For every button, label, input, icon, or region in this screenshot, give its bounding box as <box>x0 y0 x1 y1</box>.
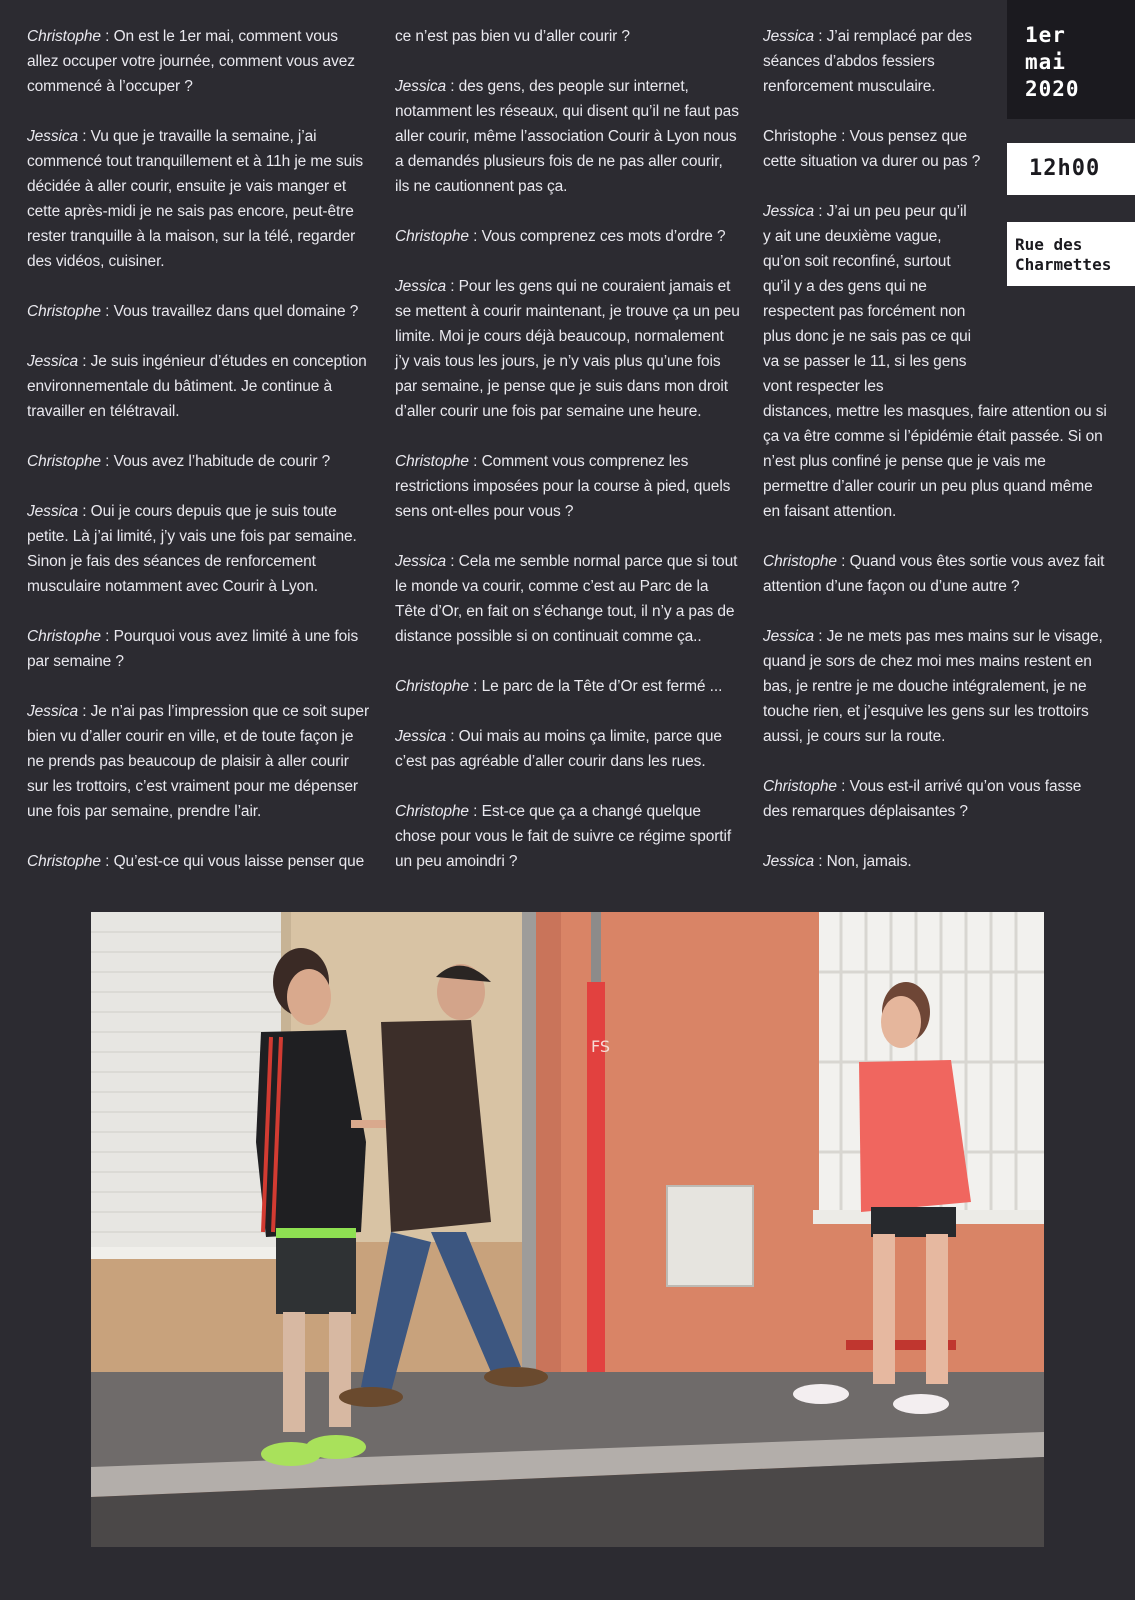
dialogue-line: Jessica : Oui je cours depuis que je suis toute petite. Là j’ai limité, j’y vais une fois par semaine. Sinon je fais des séances de renforcement musculaire notamment avec Courir à Lyon. <box>27 503 357 595</box>
date-tag: 1er mai 2020 <box>1007 0 1135 119</box>
dialogue-line: Christophe : Quand vous êtes sortie vous avez fait attention d’une façon ou d’une autre ? <box>763 553 1105 595</box>
dialogue-line: Jessica : des gens, des people sur internet, notamment les réseaux, qui disent qu’il ne faut pas aller courir, même l’association Courir à Lyon nous a demandés plusieurs fois de ne pas aller courir, ils ne cautionnent pas ça. <box>395 78 739 195</box>
dialogue-line: Jessica : J’ai un peu peur qu’il y ait une deuxième vague, qu’on soit reconfiné, surtout qu’il y a des gens qui ne respectent pas forcément non plus donc je ne sais pas ce qui va se passer le 11, si les gens vont respecter les distances, mettre les masques, faire attention ou si ça va être comme si l’épidémie était passée. Si on n’est plus confiné je pense que je vais me permettre d’aller courir un peu plus quand même en faisant attention. <box>763 203 1107 520</box>
dialogue-line: Christophe : Vous est-il arrivé qu’on vous fasse des remarques déplaisantes ? <box>763 778 1082 820</box>
interview-column-2 <box>395 24 740 899</box>
dialogue-line: Jessica : Vu que je travaille la semaine, j’ai commencé tout tranquillement et à 11h je me suis décidée à aller courir, ensuite je vais manger et cette après-midi je ne sais pas encore, peut-être rester tranquille à la maison, sur la télé, regarder des vidéos, cuisiner. <box>27 128 364 270</box>
dialogue-line: Christophe : Comment vous comprenez les restrictions imposées pour la course à pied, quels sens ont-elles pour vous ? <box>395 453 731 520</box>
dialogue-line: ce n’est pas bien vu d’aller courir ? <box>395 28 630 45</box>
dialogue-line: Jessica : Oui mais au moins ça limite, parce que c’est pas agréable d’aller courir dans les rues. <box>395 728 722 770</box>
dialogue-line: Jessica : J’ai remplacé par des séances d’abdos fessiers renforcement musculaire. <box>763 28 972 95</box>
dialogue-line: Jessica : Non, jamais. <box>763 853 912 870</box>
graffiti-tag: FS <box>591 1037 611 1056</box>
dialogue-line: Christophe : Est-ce que ça a changé quelque chose pour vous le fait de suivre ce régime sportif un peu amoindri ? <box>395 803 732 870</box>
dialogue-line: Christophe : Vous travaillez dans quel domaine ? <box>27 303 359 320</box>
dialogue-line: Christophe : Vous comprenez ces mots d’ordre ? <box>395 228 726 245</box>
time-tag: 12h00 <box>1007 143 1135 195</box>
dialogue-line: Jessica : Je ne mets pas mes mains sur le visage, quand je sors de chez moi mes mains restent en bas, je rentre je me douche intégralement, je ne touche rien, et j’esquive les gens sur les trottoirs aussi, je cours sur la route. <box>763 628 1103 745</box>
place-tag: Rue des Charmettes <box>1007 222 1135 286</box>
dialogue-line: Christophe : Qu’est-ce qui vous laisse penser que <box>27 853 365 870</box>
dialogue-line: Jessica : Je n’ai pas l’impression que ce soit super bien vu d’aller courir en ville, et de toute façon je ne prends pas beaucoup de plaisir à aller courir sur les trottoirs, c’est vraiment pour me dépenser une fois par semaine, prendre l’air. <box>27 703 370 820</box>
interview-column-1 <box>27 24 372 899</box>
dialogue-line: Christophe : Le parc de la Tête d’Or est fermé ... <box>395 678 723 695</box>
dialogue-line: Jessica : Cela me semble normal parce que si tout le monde va courir, comme c’est au Parc de la Tête d’Or, en fait on s’échange tout, il n’y a pas de distance possible si on continuait comme ça.. <box>395 553 738 645</box>
dialogue-line: Jessica : Je suis ingénieur d’études en conception environnementale du bâtiment. Je continue à travailler en télétravail. <box>27 353 367 420</box>
dialogue-line: Jessica : Pour les gens qui ne couraient jamais et se mettent à courir maintenant, je trouve ça un peu limite. Moi je cours déjà beaucoup, normalement j’y vais tous les jours, je n’y vais plus qu’une fois par semaine, je pense que je suis dans mon droit d’aller courir une fois par semaine une heure. <box>395 278 740 420</box>
dialogue-line: Christophe : Vous avez l’habitude de courir ? <box>27 453 331 470</box>
dialogue-line: Christophe : Pourquoi vous avez limité à une fois par semaine ? <box>27 628 359 670</box>
dialogue-line: Christophe : On est le 1er mai, comment vous allez occuper votre journée, comment vous avez commencé à l’occuper ? <box>27 28 355 95</box>
dialogue-line: Christophe : Vous pensez que cette situation va durer ou pas ? <box>763 128 981 170</box>
street-photo <box>91 912 1044 1547</box>
